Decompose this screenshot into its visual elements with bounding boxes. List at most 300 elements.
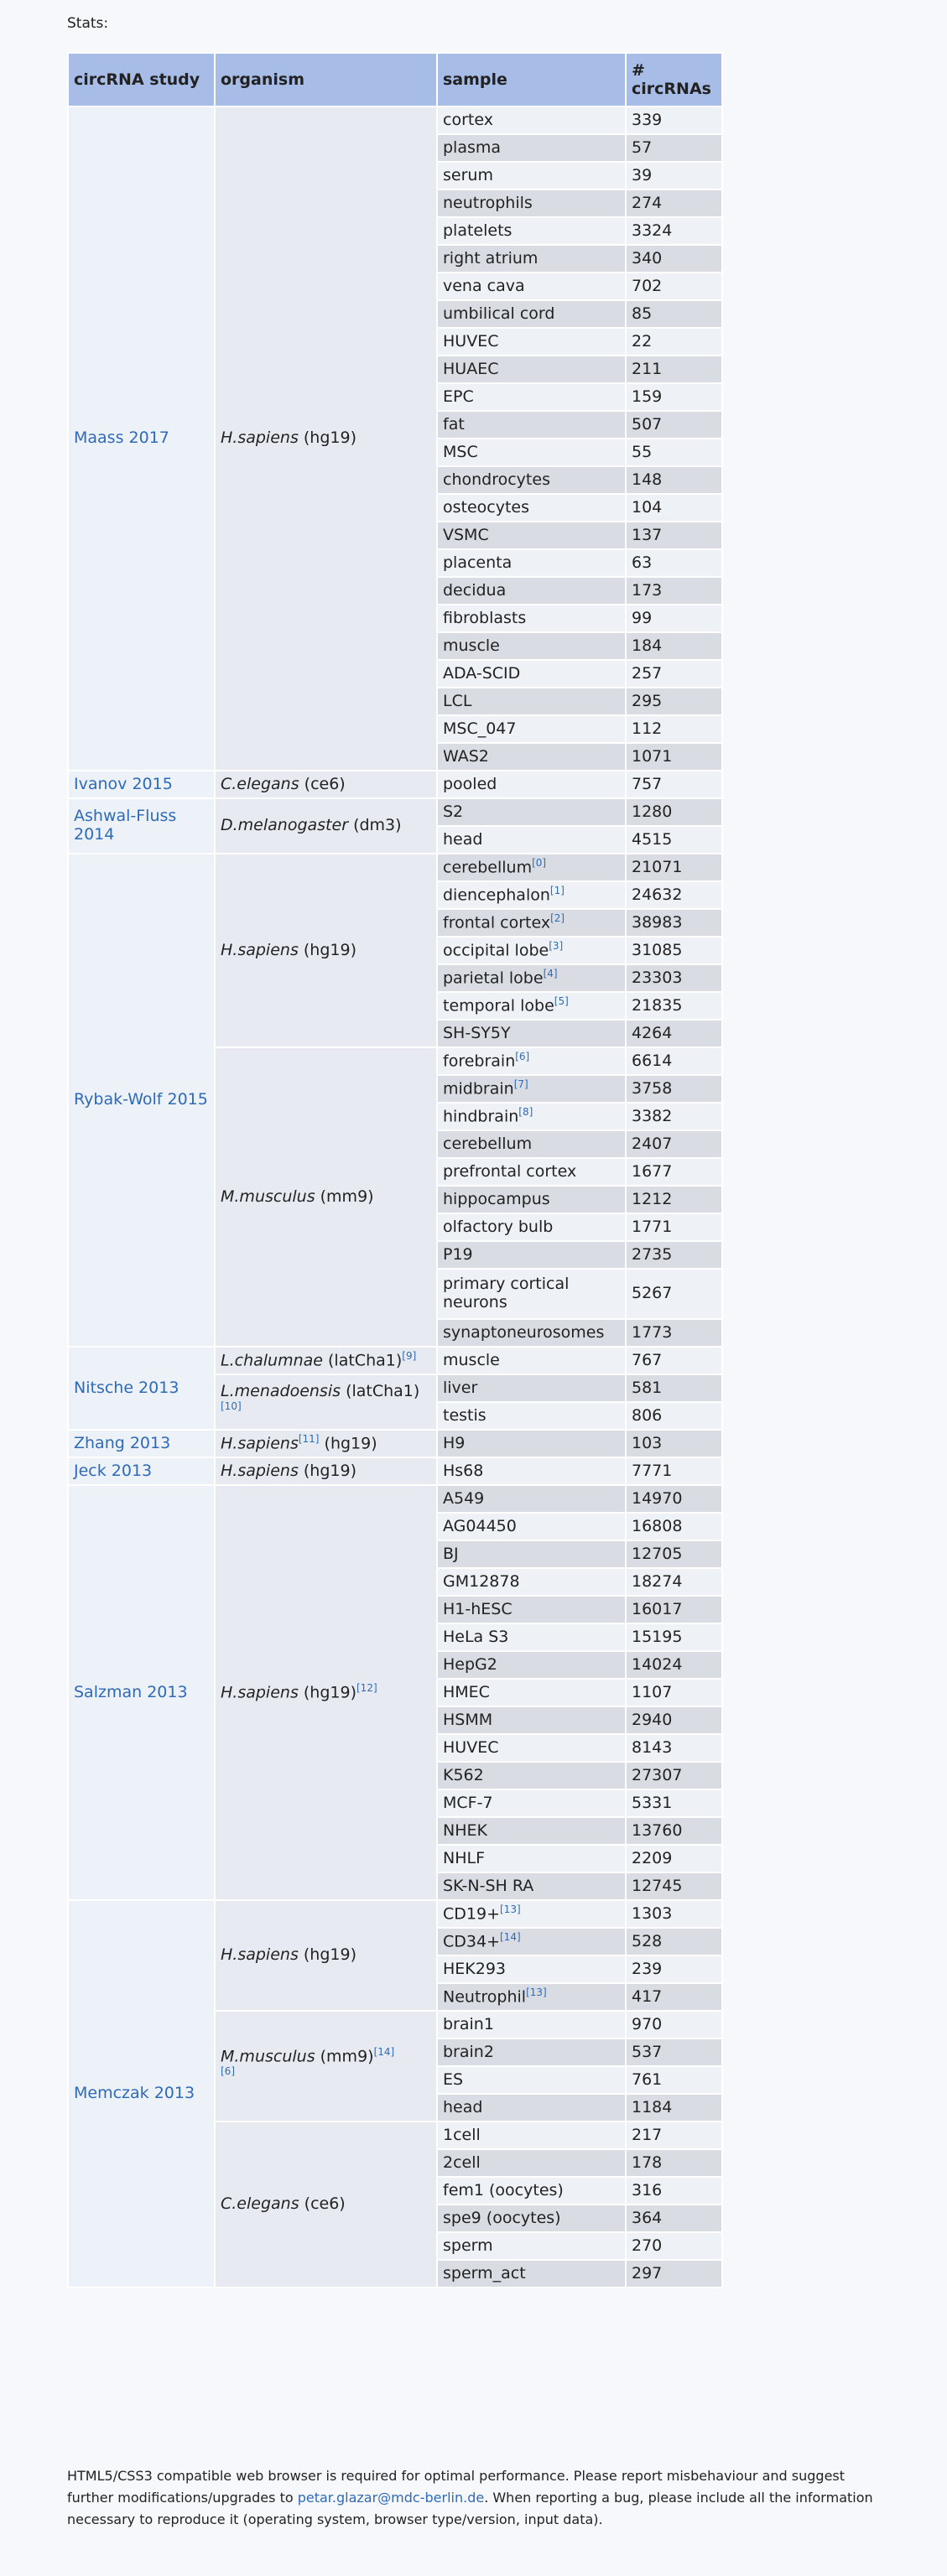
- circrna-count: 14970: [626, 1485, 722, 1513]
- sample-cell: [437, 1347, 626, 1374]
- circrna-count: 581: [626, 1374, 722, 1402]
- sample-name: GM12878: [443, 1571, 520, 1591]
- reference-link[interactable]: [13]: [526, 1986, 547, 1998]
- sample-cell: [437, 1762, 626, 1789]
- circrna-count: 21835: [626, 992, 722, 1020]
- reference-link[interactable]: [5]: [554, 995, 569, 1007]
- sample-cell: [437, 1374, 626, 1402]
- sample-name: brain1: [443, 2014, 494, 2033]
- sample-cell: [437, 826, 626, 854]
- circrna-count: 112: [626, 715, 722, 743]
- sample-name: vena cava: [443, 276, 525, 295]
- sample-cell: [437, 743, 626, 771]
- organism-cell: [215, 2122, 437, 2288]
- sample-cell: [437, 1402, 626, 1430]
- reference-link[interactable]: [8]: [518, 1105, 533, 1118]
- circrna-count: 16808: [626, 1513, 722, 1540]
- reference-link[interactable]: [9]: [402, 1349, 417, 1362]
- sample-cell: [437, 1241, 626, 1269]
- sample-name: head: [443, 2097, 483, 2116]
- study-link[interactable]: Zhang 2013: [68, 1430, 215, 1457]
- circrna-count: 27307: [626, 1762, 722, 1789]
- stats-table-body: [68, 106, 722, 2288]
- sample-name: fem1 (oocytes): [443, 2180, 564, 2199]
- organism-cell: [215, 1430, 437, 1457]
- organism-cell: [215, 1347, 437, 1374]
- sample-name: synaptoneurosomes: [443, 1322, 605, 1342]
- sample-name: head: [443, 829, 483, 849]
- sample-cell: [437, 162, 626, 190]
- sample-name: fat: [443, 414, 465, 434]
- genome-build: (hg19): [303, 1461, 356, 1480]
- header-organism[interactable]: organism: [215, 53, 437, 106]
- circrna-count: 4264: [626, 1020, 722, 1047]
- sample-name: EPC: [443, 387, 474, 406]
- sample-cell: [437, 1513, 626, 1540]
- organism-cell: [215, 771, 437, 798]
- sample-name: neutrophils: [443, 193, 533, 212]
- sample-cell: [437, 1734, 626, 1762]
- sample-cell: [437, 2122, 626, 2149]
- sample-cell: [437, 1103, 626, 1130]
- sample-name: testis: [443, 1405, 487, 1425]
- sample-cell: [437, 1485, 626, 1513]
- sample-cell: [437, 964, 626, 992]
- circrna-count: 761: [626, 2066, 722, 2094]
- circrna-count: 85: [626, 300, 722, 328]
- sample-name: NHLF: [443, 1848, 486, 1867]
- sample-name: spe9 (oocytes): [443, 2208, 561, 2227]
- contact-email-link[interactable]: petar.glazar@mdc-berlin.de: [297, 2490, 485, 2506]
- sample-name: right atrium: [443, 248, 539, 267]
- circrna-count: 15195: [626, 1623, 722, 1651]
- sample-name: Hs68: [443, 1461, 484, 1480]
- reference-link[interactable]: [6]: [515, 1050, 530, 1062]
- genome-build: (dm3): [353, 816, 402, 835]
- sample-cell: [437, 411, 626, 439]
- reference-link[interactable]: [11]: [298, 1432, 320, 1445]
- sample-cell: [437, 2094, 626, 2122]
- genome-build: (latCha1): [328, 1351, 403, 1370]
- genome-build: (hg19): [324, 1434, 377, 1453]
- sample-name: parietal lobe: [443, 969, 544, 988]
- circrna-count: 767: [626, 1347, 722, 1374]
- sample-name: brain2: [443, 2042, 494, 2061]
- circrna-count: 12705: [626, 1540, 722, 1568]
- circrna-count: 2407: [626, 1130, 722, 1158]
- circrna-count: 63: [626, 549, 722, 577]
- circrna-count: 970: [626, 2011, 722, 2038]
- organism-name: C.elegans: [221, 774, 299, 793]
- genome-build: (hg19): [303, 1683, 356, 1702]
- sample-cell: [437, 881, 626, 909]
- organism-name: L.menadoensis: [221, 1382, 341, 1401]
- sample-name: hippocampus: [443, 1189, 550, 1208]
- reference-link[interactable]: [7]: [513, 1078, 528, 1090]
- circrna-count: 104: [626, 494, 722, 522]
- sample-name: sperm_act: [443, 2263, 526, 2283]
- sample-cell: [437, 937, 626, 964]
- circrna-count: 159: [626, 383, 722, 411]
- circrna-count: 1212: [626, 1186, 722, 1213]
- sample-name: MCF-7: [443, 1793, 493, 1812]
- sample-name: H1-hESC: [443, 1599, 513, 1618]
- circrna-count: 55: [626, 439, 722, 466]
- circrna-count: 13760: [626, 1817, 722, 1845]
- sample-cell: [437, 1679, 626, 1706]
- sample-cell: [437, 2149, 626, 2177]
- study-link[interactable]: Ashwal-Fluss 2014: [68, 798, 215, 854]
- reference-link[interactable]: [10]: [221, 1400, 242, 1413]
- circrna-count: 340: [626, 245, 722, 273]
- footer-text-1: HTML5/CSS3 compatible web browser is required for optimal performance. Please report misbehaviour and suggest further modifications/upgrades to: [67, 2468, 846, 2506]
- circrna-count: 31085: [626, 937, 722, 964]
- sample-cell: [437, 2066, 626, 2094]
- sample-name: olfactory bulb: [443, 1217, 554, 1236]
- circrna-count: 274: [626, 190, 722, 217]
- sample-cell: [437, 1020, 626, 1047]
- sample-cell: [437, 660, 626, 688]
- circrna-count: 757: [626, 771, 722, 798]
- circrna-count: 137: [626, 522, 722, 549]
- sample-name: ES: [443, 2070, 464, 2089]
- sample-name: forebrain: [443, 1052, 516, 1071]
- reference-link[interactable]: [6]: [221, 2065, 235, 2077]
- circrna-count: 5331: [626, 1789, 722, 1817]
- organism-cell: [215, 1047, 437, 1347]
- sample-cell: [437, 1186, 626, 1213]
- sample-name: VSMC: [443, 525, 489, 544]
- circrna-count: 21071: [626, 854, 722, 881]
- sample-cell: [437, 1319, 626, 1347]
- circrna-count: 297: [626, 2260, 722, 2288]
- table-row: [68, 1900, 722, 1928]
- sample-name: NHEK: [443, 1820, 487, 1840]
- organism-name: H.sapiens: [221, 1461, 299, 1480]
- sample-name: pooled: [443, 774, 497, 793]
- table-row: [68, 1485, 722, 1513]
- sample-name: HeLa S3: [443, 1627, 509, 1646]
- sample-name: fibroblasts: [443, 608, 527, 627]
- circrna-count: 3758: [626, 1075, 722, 1103]
- footer-text-2: . When reporting a bug, please include all the information necessary to reproduce it (operating system, browser type/version, input data).: [67, 2490, 873, 2527]
- organism-cell: [215, 1900, 437, 2011]
- sample-cell: [437, 1075, 626, 1103]
- genome-build: (ce6): [304, 2194, 346, 2214]
- sample-cell: [437, 106, 626, 134]
- sample-cell: [437, 632, 626, 660]
- sample-cell: [437, 798, 626, 826]
- sample-name: primary cortical neurons: [443, 1275, 570, 1311]
- genome-build: (hg19): [303, 940, 356, 959]
- reference-link[interactable]: [14]: [373, 2045, 395, 2058]
- sample-name: serum: [443, 165, 493, 184]
- sample-cell: [437, 328, 626, 356]
- sample-name: umbilical cord: [443, 304, 555, 323]
- circrna-count: 1184: [626, 2094, 722, 2122]
- sample-name: placenta: [443, 553, 513, 572]
- study-link[interactable]: Nitsche 2013: [68, 1347, 215, 1430]
- sample-cell: [437, 1651, 626, 1679]
- sample-name: AG04450: [443, 1516, 517, 1535]
- organism-cell: [215, 798, 437, 854]
- circrna-count: 507: [626, 411, 722, 439]
- sample-cell: [437, 300, 626, 328]
- circrna-count: 6614: [626, 1047, 722, 1075]
- sample-name: hindbrain: [443, 1107, 519, 1126]
- sample-cell: [437, 190, 626, 217]
- header-sample[interactable]: sample: [437, 53, 626, 106]
- sample-name: S2: [443, 802, 464, 821]
- sample-name: HepG2: [443, 1654, 497, 1674]
- circrna-count: 2940: [626, 1706, 722, 1734]
- table-header-row: [68, 53, 722, 106]
- sample-cell: [437, 771, 626, 798]
- sample-cell: [437, 2205, 626, 2232]
- sample-cell: [437, 1047, 626, 1075]
- circrna-count: 211: [626, 356, 722, 383]
- sample-name: K562: [443, 1765, 484, 1784]
- sample-name: HSMM: [443, 1710, 493, 1729]
- sample-name: diencephalon: [443, 886, 550, 905]
- circrna-count: 417: [626, 1983, 722, 2011]
- header-count[interactable]: # circRNAs: [626, 53, 722, 106]
- circrna-count: 23303: [626, 964, 722, 992]
- sample-name: A549: [443, 1488, 485, 1508]
- sample-cell: [437, 1983, 626, 2011]
- circrna-count: 18274: [626, 1568, 722, 1596]
- table-row: [68, 798, 722, 826]
- organism-name: H.sapiens: [221, 1434, 299, 1453]
- sample-cell: [437, 577, 626, 605]
- organism-cell: [215, 854, 437, 1047]
- circrna-count: 24632: [626, 881, 722, 909]
- sample-name: MSC: [443, 442, 478, 461]
- genome-build: (latCha1): [346, 1382, 420, 1401]
- circrna-count: 702: [626, 273, 722, 300]
- sample-cell: [437, 1596, 626, 1623]
- circrna-count: 1107: [626, 1679, 722, 1706]
- sample-cell: [437, 2232, 626, 2260]
- sample-cell: [437, 494, 626, 522]
- reference-link[interactable]: [13]: [500, 1903, 521, 1915]
- sample-name: HMEC: [443, 1682, 490, 1701]
- circrna-count: 16017: [626, 1596, 722, 1623]
- study-link[interactable]: Ivanov 2015: [68, 771, 215, 798]
- sample-cell: [437, 909, 626, 937]
- sample-cell: [437, 1213, 626, 1241]
- circrna-count: 178: [626, 2149, 722, 2177]
- genome-build: (mm9): [320, 1187, 374, 1206]
- sample-cell: [437, 1900, 626, 1928]
- circrna-count: 8143: [626, 1734, 722, 1762]
- circrna-count: 1677: [626, 1158, 722, 1186]
- circrna-count: 7771: [626, 1457, 722, 1485]
- circrna-count: 148: [626, 466, 722, 494]
- reference-link[interactable]: [2]: [550, 911, 565, 924]
- organism-cell: [215, 1485, 437, 1900]
- sample-cell: [437, 1568, 626, 1596]
- reference-link[interactable]: [0]: [532, 856, 547, 869]
- sample-cell: [437, 134, 626, 162]
- sample-cell: [437, 273, 626, 300]
- footer-note: [67, 2465, 889, 2531]
- circrna-count: 39: [626, 162, 722, 190]
- circrna-count: 103: [626, 1430, 722, 1457]
- circrna-count: 295: [626, 688, 722, 715]
- sample-name: cerebellum: [443, 1134, 533, 1153]
- sample-name: HUVEC: [443, 1737, 499, 1757]
- sample-name: decidua: [443, 580, 507, 600]
- reference-link[interactable]: [4]: [543, 967, 558, 979]
- circrna-count: 239: [626, 1955, 722, 1983]
- genome-build: (hg19): [303, 1945, 356, 1965]
- sample-name: 1cell: [443, 2125, 481, 2144]
- reference-link[interactable]: [12]: [356, 1681, 377, 1694]
- organism-cell: [215, 1457, 437, 1485]
- genome-build: (mm9): [320, 2047, 374, 2066]
- circrna-count: 12745: [626, 1872, 722, 1900]
- sample-name: midbrain: [443, 1079, 514, 1098]
- table-row: [68, 1430, 722, 1457]
- circrna-count: 99: [626, 605, 722, 632]
- circrna-count: 173: [626, 577, 722, 605]
- sample-name: SK-N-SH RA: [443, 1876, 534, 1895]
- sample-name: sperm: [443, 2236, 493, 2255]
- circrna-count: 184: [626, 632, 722, 660]
- circrna-count: 339: [626, 106, 722, 134]
- sample-cell: [437, 854, 626, 881]
- sample-name: ADA-SCID: [443, 663, 521, 683]
- sample-name: osteocytes: [443, 497, 530, 517]
- circrna-count: 1771: [626, 1213, 722, 1241]
- sample-cell: [437, 245, 626, 273]
- reference-link[interactable]: [14]: [500, 1930, 521, 1943]
- sample-name: CD19+: [443, 1904, 500, 1924]
- sample-name: chondrocytes: [443, 470, 550, 489]
- organism-name: H.sapiens: [221, 1945, 299, 1965]
- circrna-count: 38983: [626, 909, 722, 937]
- sample-name: MSC_047: [443, 719, 517, 738]
- sample-cell: [437, 1845, 626, 1872]
- sample-cell: [437, 1623, 626, 1651]
- circrna-count: 270: [626, 2232, 722, 2260]
- sample-name: LCL: [443, 691, 472, 710]
- sample-name: cortex: [443, 110, 493, 129]
- sample-cell: [437, 2260, 626, 2288]
- sample-cell: [437, 1706, 626, 1734]
- table-row: [68, 1347, 722, 1374]
- organism-name: H.sapiens: [221, 940, 299, 959]
- sample-cell: [437, 1928, 626, 1955]
- sample-name: BJ: [443, 1544, 459, 1563]
- sample-name: platelets: [443, 221, 513, 240]
- genome-build: (hg19): [303, 428, 356, 448]
- genome-build: (ce6): [304, 774, 346, 793]
- circrna-count: 2735: [626, 1241, 722, 1269]
- circrna-count: 4515: [626, 826, 722, 854]
- sample-cell: [437, 466, 626, 494]
- sample-cell: [437, 605, 626, 632]
- sample-cell: [437, 522, 626, 549]
- sample-cell: [437, 1457, 626, 1485]
- sample-name: prefrontal cortex: [443, 1161, 577, 1181]
- study-link[interactable]: Jeck 2013: [68, 1457, 215, 1485]
- circrna-count: 2209: [626, 1845, 722, 1872]
- sample-cell: [437, 2038, 626, 2066]
- sample-cell: [437, 1872, 626, 1900]
- study-link[interactable]: Rybak-Wolf 2015: [68, 854, 215, 1347]
- sample-cell: [437, 1430, 626, 1457]
- study-link[interactable]: Memczak 2013: [68, 1900, 215, 2288]
- sample-name: cerebellum: [443, 858, 533, 877]
- sample-cell: [437, 992, 626, 1020]
- circrna-count: 1773: [626, 1319, 722, 1347]
- circrna-count: 364: [626, 2205, 722, 2232]
- organism-cell: [215, 1374, 437, 1430]
- sample-name: HUVEC: [443, 331, 499, 351]
- sample-name: frontal cortex: [443, 913, 551, 932]
- organism-name: L.chalumnae: [221, 1351, 323, 1370]
- organism-cell: [215, 106, 437, 771]
- circrna-count: 1071: [626, 743, 722, 771]
- sample-name: CD34+: [443, 1932, 500, 1951]
- sample-cell: [437, 1817, 626, 1845]
- sample-cell: [437, 383, 626, 411]
- reference-link[interactable]: [3]: [549, 939, 564, 952]
- sample-name: WAS2: [443, 746, 489, 766]
- header-study[interactable]: circRNA study: [68, 53, 215, 106]
- organism-name: H.sapiens: [221, 1683, 299, 1702]
- sample-cell: [437, 217, 626, 245]
- circrna-count: 537: [626, 2038, 722, 2066]
- sample-cell: [437, 1540, 626, 1568]
- sample-cell: [437, 439, 626, 466]
- study-link[interactable]: Salzman 2013: [68, 1485, 215, 1900]
- stats-label: Stats:: [67, 15, 109, 32]
- sample-cell: [437, 2177, 626, 2205]
- circrna-count: 316: [626, 2177, 722, 2205]
- study-link[interactable]: Maass 2017: [68, 106, 215, 771]
- circrna-count: 3324: [626, 217, 722, 245]
- organism-name: C.elegans: [221, 2194, 299, 2214]
- sample-cell: [437, 1130, 626, 1158]
- table-row: [68, 1457, 722, 1485]
- circrna-count: 3382: [626, 1103, 722, 1130]
- reference-link[interactable]: [1]: [549, 884, 565, 896]
- sample-cell: [437, 356, 626, 383]
- circrna-count: 217: [626, 2122, 722, 2149]
- circrna-count: 1303: [626, 1900, 722, 1928]
- sample-cell: [437, 688, 626, 715]
- sample-name: H9: [443, 1433, 466, 1452]
- organism-name: M.musculus: [221, 2047, 315, 2066]
- sample-name: liver: [443, 1378, 478, 1397]
- sample-name: temporal lobe: [443, 996, 554, 1015]
- sample-name: plasma: [443, 138, 502, 157]
- sample-name: muscle: [443, 636, 500, 655]
- sample-name: HEK293: [443, 1959, 507, 1978]
- sample-cell: [437, 1955, 626, 1983]
- sample-cell: [437, 1789, 626, 1817]
- circrna-count: 5267: [626, 1269, 722, 1319]
- sample-cell: [437, 1269, 626, 1319]
- sample-name: P19: [443, 1244, 473, 1264]
- sample-name: Neutrophil: [443, 1987, 527, 2007]
- organism-cell: [215, 2011, 437, 2122]
- organism-name: H.sapiens: [221, 428, 299, 448]
- circrna-count: 14024: [626, 1651, 722, 1679]
